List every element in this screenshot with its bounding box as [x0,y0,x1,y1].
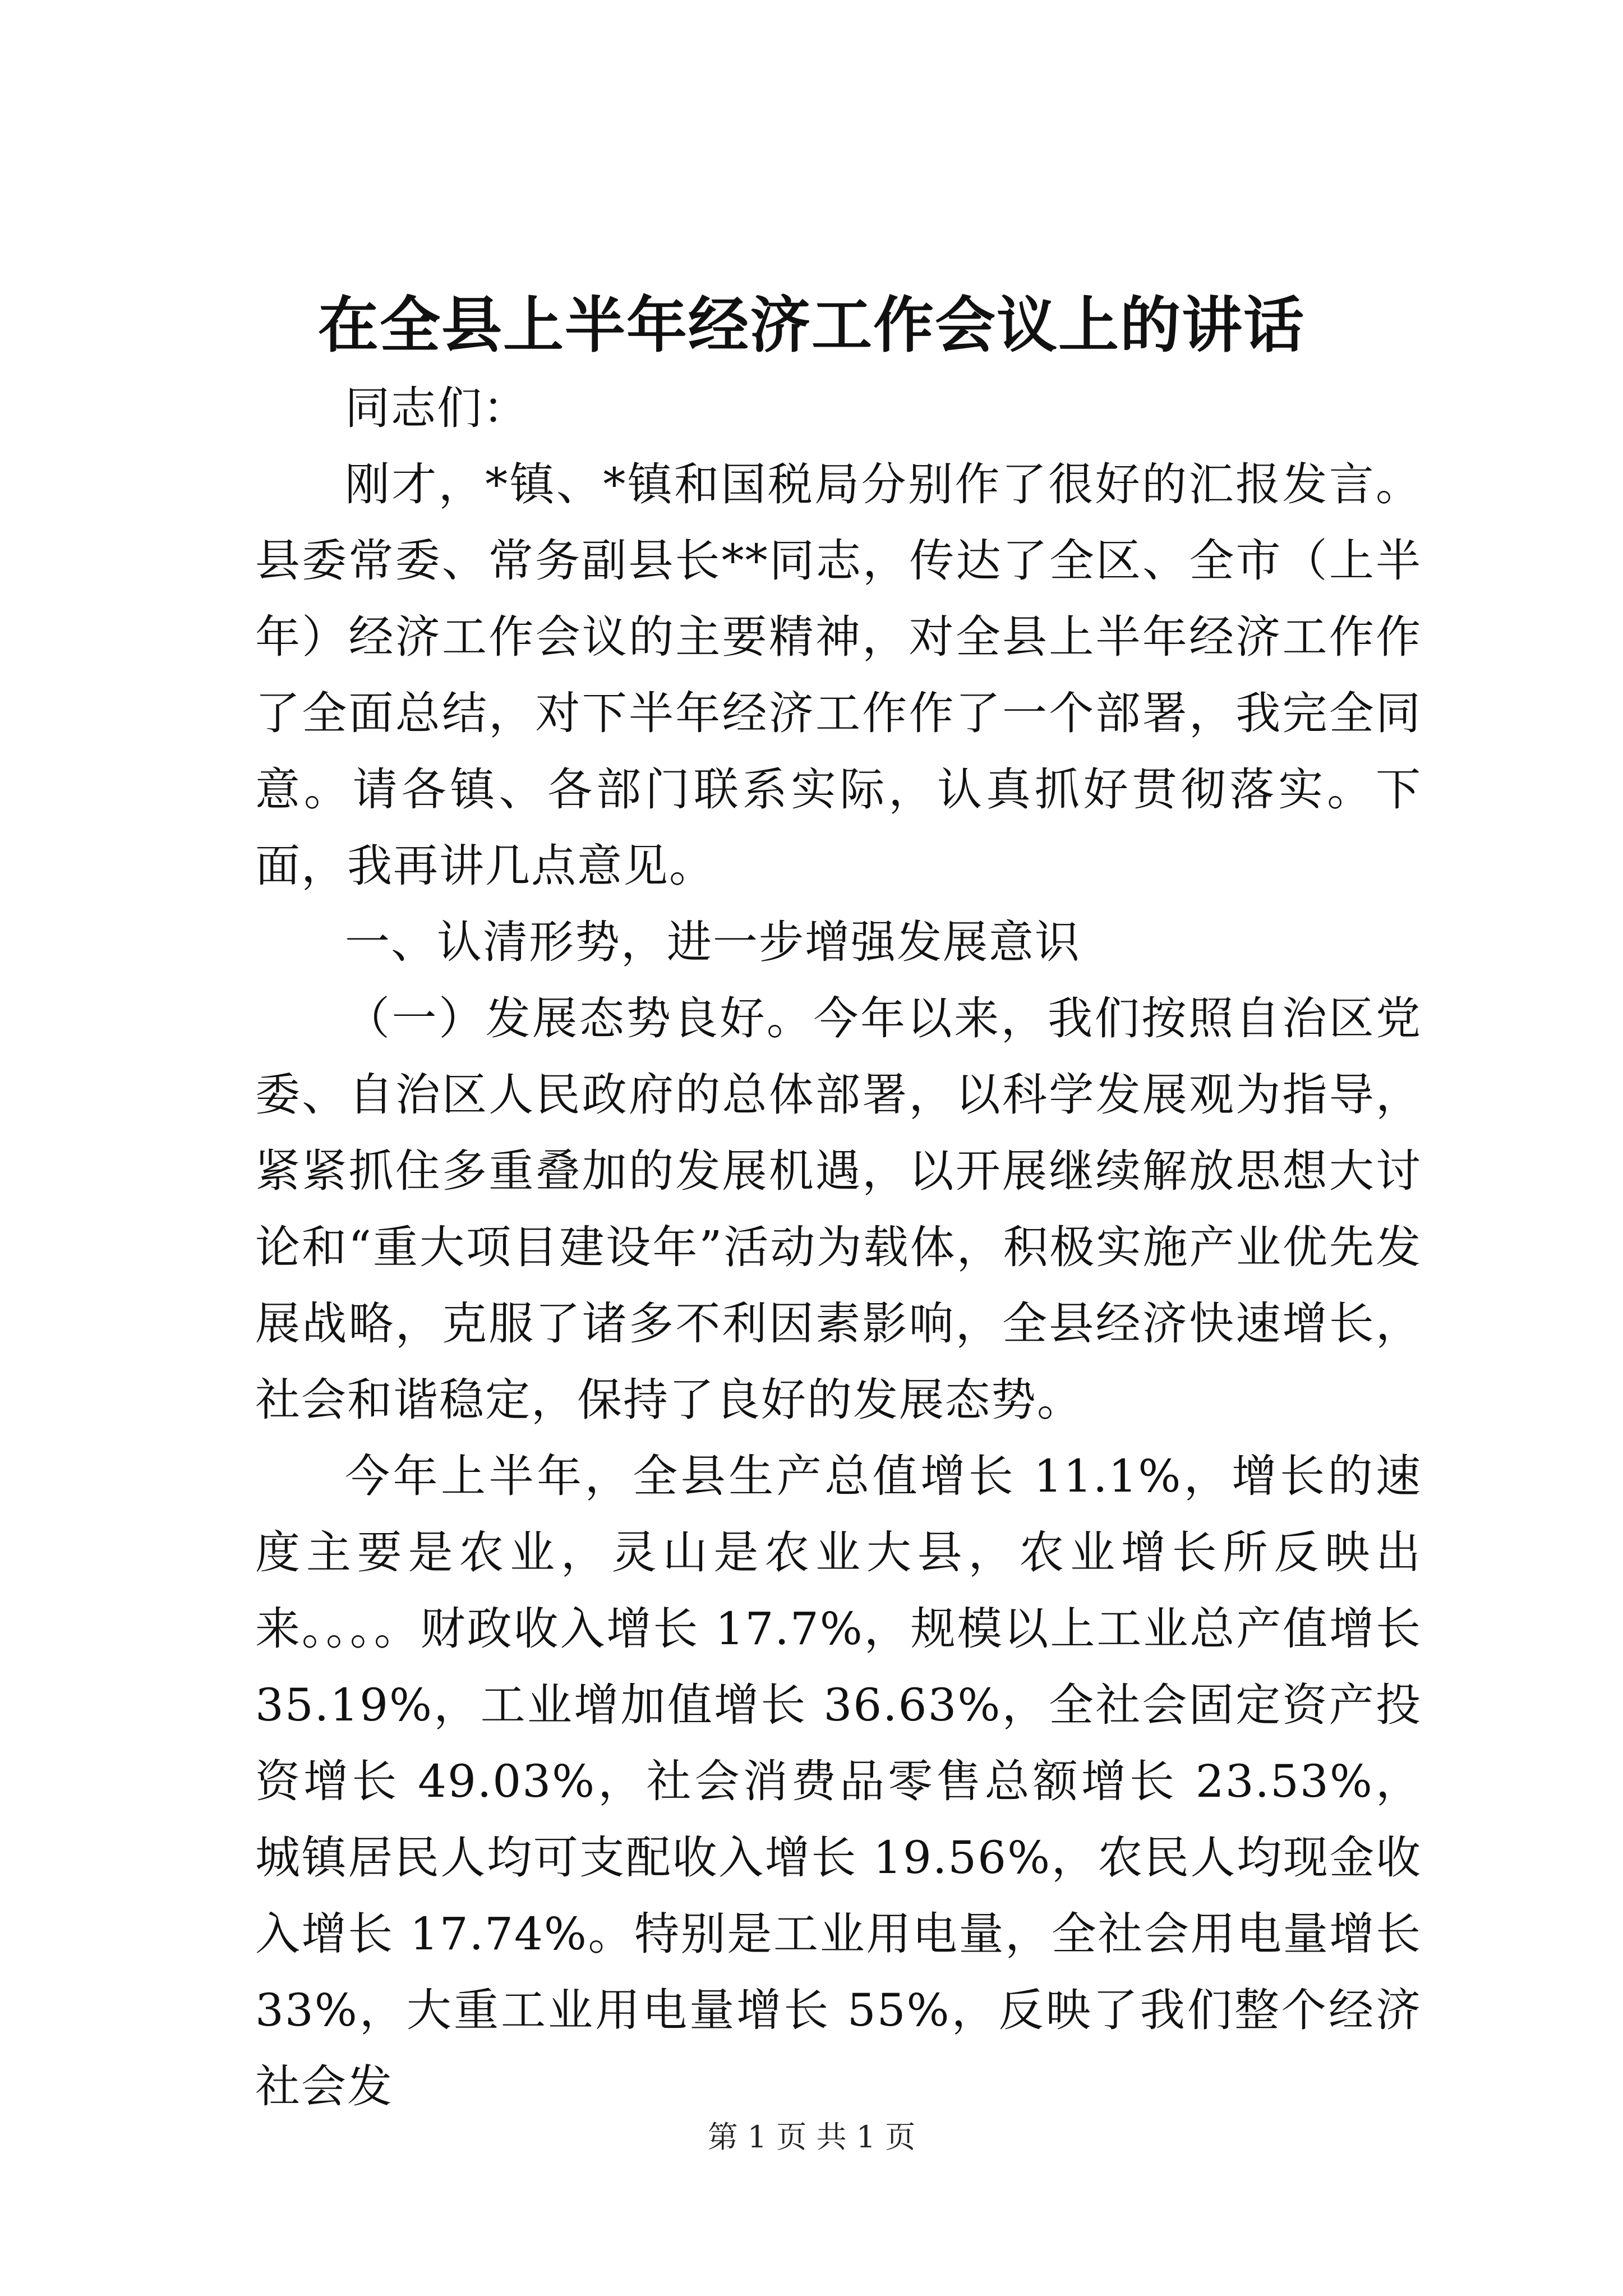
page-footer: 第 1 页 共 1 页 [707,2119,916,2155]
document-title: 在全县上半年经济工作会议上的讲话 [317,290,1305,361]
intro-paragraph: 刚才，*镇、*镇和国税局分别作了很好的汇报发言。县委常委、常务副县长**同志，传达了全区、全市（上半年）经济工作会议的主要精神，对全县上半年经济工作作了全面总结，对下半年经济工作作了一个部署，我完全同意。请各镇、各部门联系实际，认真抓好贯彻落实。下面，我再讲几点意见。 [255,458,1422,892]
statistics-paragraph: 今年上半年，全县生产总值增长 11.1%，增长的速度主要是农业，灵山是农业大县，农业增长所反映出来。。。。财政收入增长 17.7%，规模以上工业总产值增长 35.19%，工业增加值增长 36.63%，全社会固定资产投资增长 49.03%，社会消费品零售总额增长 23.53%，城镇居民人均可支配收入增长 19.56%，农民人均现金收入增长 17.74%。特别是工业用电量，全社会用电量增长 33%，大重工业用电量增长 55%，反映了我们整个经济社会发 [255,1450,1422,2113]
subsection-paragraph: （一）发展态势良好。今年以来，我们按照自治区党委、自治区人民政府的总体部署，以科学发展观为指导，紧紧抓住多重叠加的发展机遇，以开展继续解放思想大讨论和“重大项目建设年”活动为载体，积极实施产业优先发展战略，克服了诸多不利因素影响，全县经济快速增长，社会和谐稳定，保持了良好的发展态势。 [255,992,1422,1426]
section-heading: 一、认清形势，进一步增强发展意识 [345,916,1081,968]
document-body [255,370,1422,2125]
salutation-paragraph: 同志们： [345,382,529,434]
